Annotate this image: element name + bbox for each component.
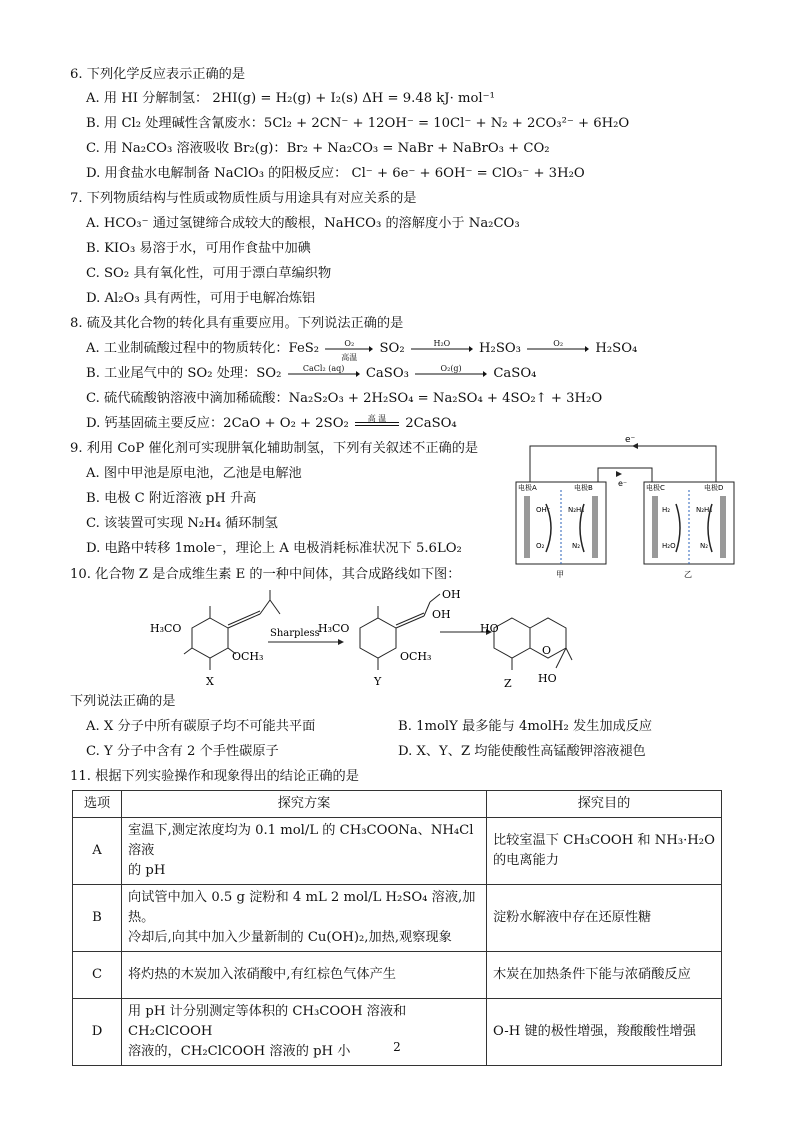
equals-condition: 高 温	[367, 413, 387, 423]
q9-option-b: B. 电极 C 附近溶液 pH 升高	[86, 491, 257, 506]
q10-option-a: A. X 分子中所有碳原子均不可能共平面	[86, 719, 316, 734]
reaction-arrow: H₂O	[411, 346, 473, 352]
plan-cell: 向试管中加入 0.5 g 淀粉和 4 mL 2 mol/L H₂SO₄ 溶液,加热。 冷却后,向其中加入少量新制的 Cu(OH)₂,加热,观察现象	[122, 885, 487, 952]
synthesis-route-figure	[140, 588, 580, 690]
svg-text:HO: HO	[480, 622, 499, 635]
svg-text:OCH₃: OCH₃	[400, 650, 432, 663]
q7-option-b: B. KIO₃ 易溶于水，可用作食盐中加碘	[86, 241, 311, 256]
svg-text:电极B: 电极B	[574, 484, 593, 492]
table-row	[73, 999, 722, 1066]
q7-option-a: A. HCO₃⁻ 通过氢键缔合成较大的酸根，NaHCO₃ 的溶解度小于 Na₂CO₃	[86, 216, 520, 231]
svg-text:Y: Y	[374, 675, 382, 688]
svg-text:OH: OH	[432, 608, 451, 621]
q10-option-d: D. X、Y、Z 均能使酸性高锰酸钾溶液褪色	[398, 744, 646, 759]
plan-cell: 用 pH 计分别测定等体积的 CH₃COOH 溶液和 CH₂ClCOOH 溶液的，CH₂ClCOOH 溶液的 pH 小	[122, 999, 487, 1066]
q6-option-d: D. 用食盐水电解制备 NaClO₃ 的阳极反应： Cl⁻ + 6e⁻ + 6OH⁻ = ClO₃⁻ + 3H₂O	[86, 166, 585, 181]
q10-option-c: C. Y 分子中含有 2 个手性碳原子	[86, 744, 279, 759]
experiment-table	[72, 790, 722, 1066]
svg-text:HO: HO	[538, 672, 557, 685]
svg-text:O: O	[542, 644, 552, 657]
reaction-arrow: O₂ 高温	[325, 346, 373, 352]
svg-text:N₂H₄: N₂H₄	[696, 506, 713, 514]
svg-text:H₂O: H₂O	[662, 542, 676, 550]
q7-stem: 7. 下列物质结构与性质或物质性质与用途具有对应关系的是	[70, 191, 417, 206]
reaction-arrow: CaCl₂ (aq)	[288, 371, 360, 377]
svg-text:Sharpless: Sharpless	[270, 628, 320, 639]
table-header: 探究方案	[122, 791, 487, 818]
option-cell: D	[73, 999, 122, 1066]
table-row	[73, 885, 722, 952]
q8-option-d: D. 钙基固硫主要反应：2CaO + O₂ + 2SO₂ 高 温 2CaSO₄	[86, 413, 457, 431]
table-header: 选项	[73, 791, 122, 818]
q8-option-a: A. 工业制硫酸过程中的物质转化：FeS₂ O₂ 高温 SO₂ H₂O H₂SO₃ O₂ H₂SO₄	[86, 338, 638, 362]
electrolysis-diagram	[510, 432, 736, 580]
page-number: 2	[393, 1040, 401, 1054]
goal-cell: 淀粉水解液中存在还原性糖	[487, 885, 722, 952]
svg-text:OCH₃: OCH₃	[232, 650, 264, 663]
q6-option-b: B. 用 Cl₂ 处理碱性含氰废水：5Cl₂ + 2CN⁻ + 12OH⁻ = 10Cl⁻ + N₂ + 2CO₃²⁻ + 6H₂O	[86, 116, 630, 131]
plan-cell: 将灼热的木炭加入浓硝酸中,有红棕色气体产生	[122, 952, 487, 999]
svg-text:电极D: 电极D	[704, 484, 724, 492]
electron-label: e⁻	[618, 479, 628, 488]
goal-cell: 比较室温下 CH₃COOH 和 NH₃·H₂O 的电离能力	[487, 818, 722, 885]
q8-option-c: C. 硫代硫酸钠溶液中滴加稀硫酸：Na₂S₂O₃ + 2H₂SO₄ = Na₂SO₄ + 4SO₂↑ + 3H₂O	[86, 391, 603, 406]
option-cell: C	[73, 952, 122, 999]
svg-text:Z: Z	[504, 677, 512, 690]
q10-intro: 下列说法正确的是	[70, 694, 176, 709]
table-header-row	[73, 791, 722, 818]
svg-text:O₂: O₂	[536, 542, 545, 550]
q9-stem: 9. 利用 CoP 催化剂可实现肼氧化辅助制氢，下列有关叙述不正确的是	[70, 441, 479, 456]
svg-text:OH: OH	[442, 588, 461, 601]
svg-text:电极A: 电极A	[518, 484, 537, 492]
table-row	[73, 818, 722, 885]
plan-cell: 室温下,测定浓度均为 0.1 mol/L 的 CH₃COONa、NH₄Cl 溶液 的 pH	[122, 818, 487, 885]
q9-option-d: D. 电路中转移 1mole⁻，理论上 A 电极消耗标准状况下 5.6LO₂	[86, 541, 462, 556]
reaction-arrow: O₂	[527, 346, 589, 352]
goal-cell: O-H 键的极性增强，羧酸酸性增强	[487, 999, 722, 1066]
q6-option-c: C. 用 Na₂CO₃ 溶液吸收 Br₂(g)：Br₂ + Na₂CO₃ = NaBr + NaBrO₃ + CO₂	[86, 141, 550, 156]
svg-text:OH⁻: OH⁻	[536, 506, 551, 514]
q8-stem: 8. 硫及其化合物的转化具有重要应用。下列说法正确的是	[70, 316, 404, 331]
svg-text:甲: 甲	[556, 570, 564, 579]
q9-option-a: A. 图中甲池是原电池，乙池是电解池	[86, 466, 302, 481]
q7-option-c: C. SO₂ 具有氧化性，可用于漂白草编织物	[86, 266, 332, 281]
electron-label: e⁻	[625, 435, 636, 445]
option-cell: B	[73, 885, 122, 952]
svg-text:N₂: N₂	[572, 542, 581, 550]
svg-text:X: X	[206, 675, 214, 688]
q6-stem: 6. 下列化学反应表示正确的是	[70, 67, 246, 82]
svg-text:N₂: N₂	[700, 542, 709, 550]
svg-text:N₂H₄: N₂H₄	[568, 506, 585, 514]
option-cell: A	[73, 818, 122, 885]
q6-option-a: A. 用 HI 分解制氢： 2HI(g) = H₂(g) + I₂(s) ΔH = 9.48 kJ· mol⁻¹	[86, 91, 495, 106]
svg-text:H₃CO: H₃CO	[318, 622, 350, 635]
q10-stem: 10. 化合物 Z 是合成维生素 E 的一种中间体，其合成路线如下图：	[70, 567, 461, 582]
svg-text:H₃CO: H₃CO	[150, 622, 182, 635]
q8-option-b: B. 工业尾气中的 SO₂ 处理：SO₂ CaCl₂ (aq) CaSO₃ O₂(g) CaSO₄	[86, 363, 537, 381]
q11-stem: 11. 根据下列实验操作和现象得出的结论正确的是	[70, 769, 359, 784]
reaction-arrow: O₂(g)	[415, 371, 487, 377]
q7-option-d: D. Al₂O₃ 具有两性，可用于电解冶炼铝	[86, 291, 316, 306]
table-header: 探究目的	[487, 791, 722, 818]
svg-text:乙: 乙	[684, 570, 692, 579]
table-row	[73, 952, 722, 999]
q10-option-b: B. 1molY 最多能与 4molH₂ 发生加成反应	[398, 719, 653, 734]
svg-text:H₂: H₂	[662, 506, 671, 514]
svg-text:电极C: 电极C	[646, 484, 665, 492]
goal-cell: 木炭在加热条件下能与浓硝酸反应	[487, 952, 722, 999]
q9-option-c: C. 该装置可实现 N₂H₄ 循环制氢	[86, 516, 278, 531]
